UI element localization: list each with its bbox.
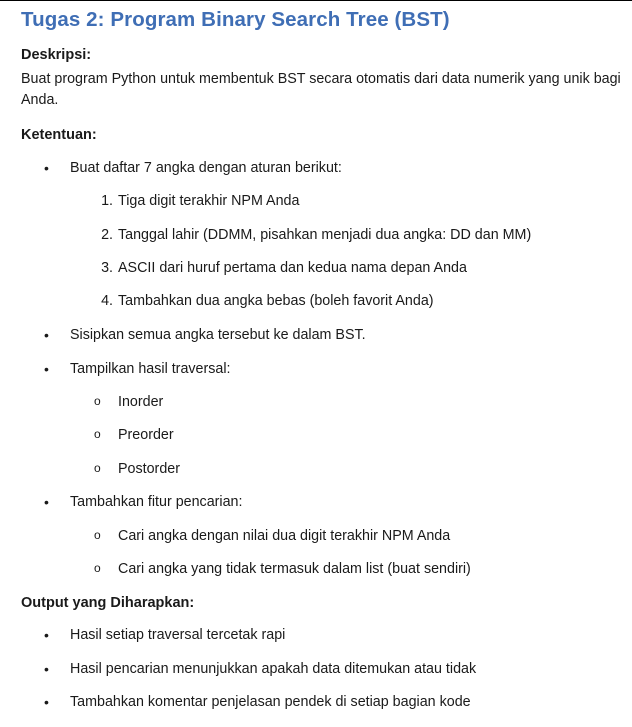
list-item-text: Tambahkan fitur pencarian: [70, 494, 243, 510]
page-title: Tugas 2: Program Binary Search Tree (BST) [21, 8, 450, 31]
circle-bullet-icon: o [94, 528, 101, 542]
item-number: 2. [101, 227, 113, 243]
list-item-text: Buat daftar 7 angka dengan aturan berikut: [70, 160, 342, 176]
numbered-item-text: Tiga digit terakhir NPM Anda [118, 193, 300, 209]
item-number: 3. [101, 260, 113, 276]
top-border-line [0, 0, 632, 1]
bullet-icon: • [44, 694, 49, 710]
sub-list-item-text: Cari angka yang tidak termasuk dalam list (buat sendiri) [118, 561, 471, 577]
bullet-icon: • [44, 361, 49, 377]
list-item-text: Hasil pencarian menunjukkan apakah data ditemukan atau tidak [70, 661, 477, 677]
output-heading: Output yang Diharapkan: [21, 595, 195, 611]
item-number: 4. [101, 293, 113, 309]
list-item-text: Sisipkan semua angka tersebut ke dalam BST. [70, 327, 366, 343]
numbered-item-text: Tanggal lahir (DDMM, pisahkan menjadi dua angka: DD dan MM) [118, 227, 532, 243]
deskripsi-heading: Deskripsi: [21, 47, 92, 63]
circle-bullet-icon: o [94, 427, 101, 441]
bullet-icon: • [44, 160, 49, 176]
sub-list-item-text: Postorder [118, 461, 180, 477]
list-item-text: Hasil setiap traversal tercetak rapi [70, 627, 286, 643]
list-item-text: Tampilkan hasil traversal: [70, 361, 231, 377]
sub-list-item-text: Cari angka dengan nilai dua digit terakhir NPM Anda [118, 528, 451, 544]
sub-list-item-text: Inorder [118, 394, 164, 410]
circle-bullet-icon: o [94, 394, 101, 408]
list-item-text: Tambahkan komentar penjelasan pendek di setiap bagian kode [70, 694, 471, 710]
bullet-icon: • [44, 661, 49, 677]
numbered-item-text: ASCII dari huruf pertama dan kedua nama depan Anda [118, 260, 467, 276]
bullet-icon: • [44, 327, 49, 343]
item-number: 1. [101, 193, 113, 209]
numbered-item-text: Tambahkan dua angka bebas (boleh favorit Anda) [118, 293, 434, 309]
circle-bullet-icon: o [94, 561, 101, 575]
circle-bullet-icon: o [94, 461, 101, 475]
bullet-icon: • [44, 494, 49, 510]
ketentuan-heading: Ketentuan: [21, 127, 97, 143]
sub-list-item-text: Preorder [118, 427, 174, 443]
bullet-icon: • [44, 627, 49, 643]
deskripsi-text: Buat program Python untuk membentuk BST secara otomatis dari data numerik yang unik bagi Anda. [21, 71, 621, 108]
